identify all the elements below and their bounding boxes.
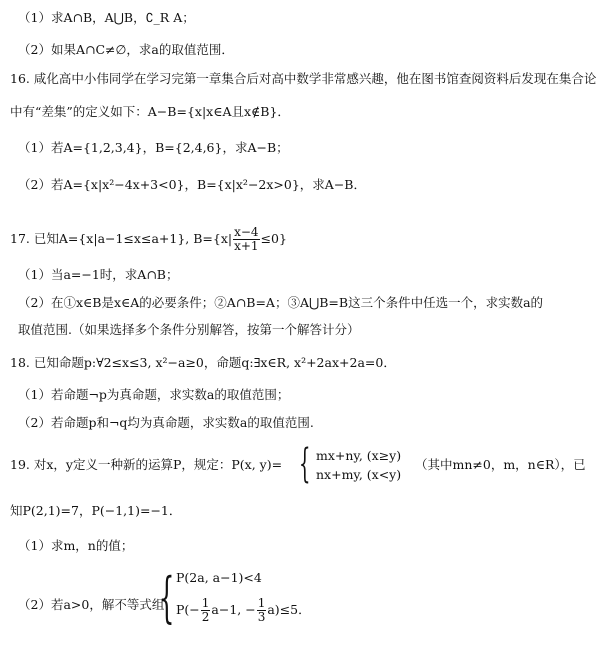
- q18-part1: （1）若命题¬p为真命题，求实数a的取值范围；: [18, 387, 290, 402]
- q19-fraction-half: [201, 597, 211, 624]
- q19-left-brace: {: [299, 441, 311, 487]
- q16-stem: 16. 咸化高中小伟同学在学习完第一章集合后对高中数学非常感兴趣，他在图书馆查阅资料后发现在集合论: [10, 71, 597, 86]
- q16-definition: 中有“差集”的定义如下：A−B={x|x∈A且x∉B}．: [10, 104, 290, 119]
- q17-fraction: [233, 226, 259, 253]
- q19-fraction-third-num: 1: [257, 596, 266, 610]
- q19-fraction-half-num: 1: [201, 596, 210, 610]
- q17-fraction-denominator: x+1: [234, 239, 259, 253]
- q17-stem-end: ≤0}: [260, 231, 287, 246]
- q19-fraction-half-den: 2: [201, 610, 210, 624]
- q16-part2: （2）若A={x|x²−4x+3<0}，B={x|x²−2x>0}，求A−B．: [18, 177, 366, 192]
- q19-given: 知P(2,1)=7，P(−1,1)=−1．: [10, 503, 182, 518]
- q19-case2: nx+my, (x<y): [316, 467, 402, 482]
- q19-period: ．: [298, 602, 311, 617]
- q18-stem: 18. 已知命题p:∀2≤x≤3, x²−a≥0，命题q:∃x∈R, x²+2ax+2a=0．: [10, 355, 396, 370]
- q19-system-brace: {: [159, 566, 175, 629]
- q16-part1: （1）若A={1,2,3,4}，B={2,4,6}，求A−B；: [18, 140, 289, 155]
- q19-stem-tail: （其中mn≠0，m，n∈R），已: [415, 457, 586, 472]
- q17-part2-note: 取值范围.（如果选择多个条件分别解答，按第一个解答计分）: [18, 322, 360, 337]
- q19-fraction-third-den: 3: [257, 610, 266, 624]
- q17-stem-text: 17. 已知A={x|a−1≤x≤a+1}, B={x|: [10, 231, 233, 246]
- q19-part2: （2）若a>0，解不等式组: [18, 597, 165, 612]
- q17-part1: （1）当a=−1时，求A∩B；: [18, 267, 179, 282]
- q19-system-ineq2: [176, 597, 311, 624]
- q19-part1: （1）求m，n的值；: [18, 538, 134, 553]
- q19-system-ineq1: P(2a, a−1)<4: [176, 570, 262, 585]
- q19-fraction-third: [257, 597, 267, 624]
- q15-part2: （2）如果A∩C≠∅，求a的取值范围．: [18, 42, 234, 57]
- q19-ineq2-part1: P(−: [176, 602, 200, 617]
- q19-stem: [10, 457, 282, 473]
- q19-case1: mx+ny, (x≥y): [316, 448, 402, 463]
- q19-stem-text: 19. 对x，y定义一种新的运算P，规定：P(x, y)=: [10, 457, 283, 472]
- q19-ineq2-part2: a−1, −: [211, 602, 256, 617]
- q17-stem: [10, 226, 287, 253]
- q17-fraction-numerator: x−4: [234, 225, 259, 239]
- q18-part2: （2）若命题p和¬q均为真命题，求实数a的取值范围.: [18, 415, 314, 430]
- q17-part2: （2）在①x∈B是x∈A的必要条件；②A∩B=A；③A⋃B=B这三个条件中任选一个，求实数a的: [18, 295, 544, 310]
- q19-ineq2-part3: a)≤5: [267, 602, 299, 617]
- q15-part1: （1）求A∩B，A⋃B，∁_R A；: [18, 10, 195, 25]
